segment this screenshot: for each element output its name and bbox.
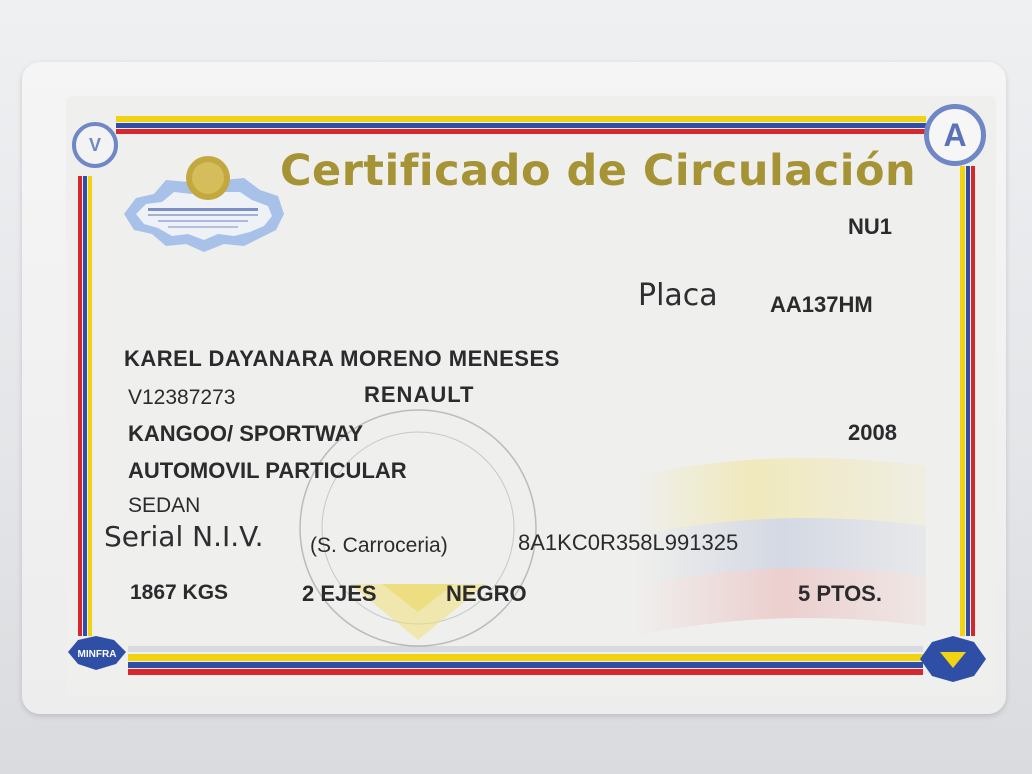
minfra-logo-text: MINFRA: [77, 649, 117, 660]
vehicle-weight: 1867 KGS: [130, 581, 229, 604]
owner-id: V12387273: [128, 386, 236, 409]
vehicle-year: 2008: [848, 420, 897, 445]
placa-label: Placa: [638, 278, 718, 313]
serial-niv-label: Serial N.I.V.: [104, 520, 264, 553]
vehicle-brand: RENAULT: [364, 382, 475, 407]
vehicle-use-type: AUTOMOVIL PARTICULAR: [128, 458, 407, 483]
circulation-certificate-card: [66, 96, 996, 696]
carroceria-label: (S. Carroceria): [310, 534, 448, 557]
owner-name: KAREL DAYANARA MORENO MENESES: [124, 346, 560, 371]
category-a-emblem: A: [924, 104, 986, 166]
ministry-seal-logo: [114, 154, 290, 266]
vehicle-model: KANGOO/ SPORTWAY: [128, 421, 364, 446]
vehicle-axles: 2 EJES: [302, 581, 377, 606]
certificate-title: Certificado de Circulación: [280, 146, 917, 196]
vehicle-seats: 5 PTOS.: [798, 581, 882, 606]
certificate-code: NU1: [848, 214, 893, 239]
minfra-logo: [66, 634, 128, 672]
serial-value: 8A1KC0R358L991325: [518, 530, 739, 555]
placa-value: AA137HM: [770, 292, 873, 317]
transport-emblem-bottom-right: [918, 634, 988, 684]
vehicle-body-type: SEDAN: [128, 494, 201, 517]
vehicle-color: NEGRO: [446, 581, 527, 606]
coat-of-arms-emblem-left: V: [72, 122, 118, 168]
